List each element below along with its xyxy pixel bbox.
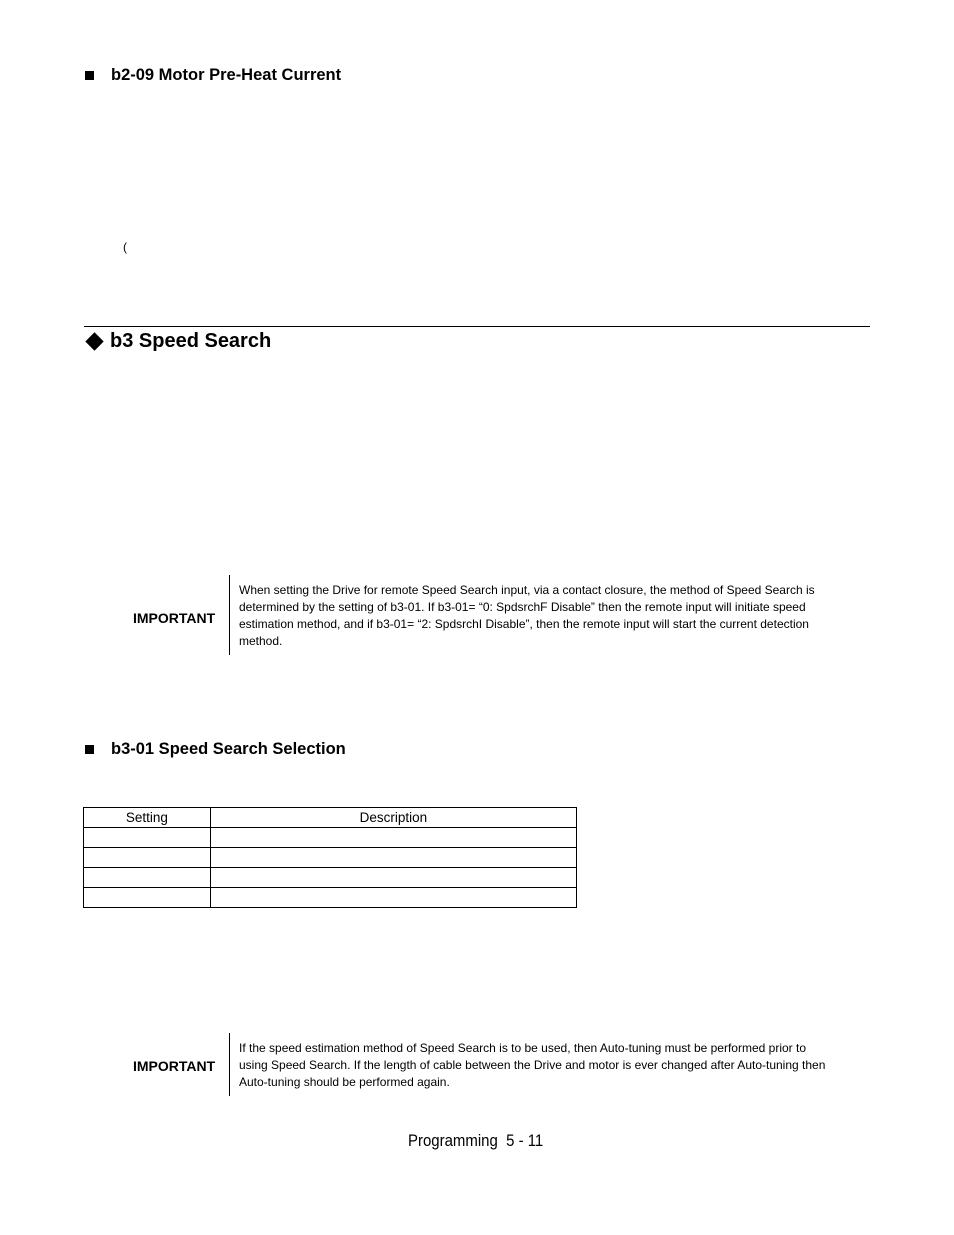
table-cell-description [210, 828, 576, 848]
table-cell-description [210, 868, 576, 888]
section-divider [84, 326, 870, 327]
table-cell-description [210, 848, 576, 868]
heading-b3-01-text: b3-01 Speed Search Selection [111, 740, 346, 758]
page-footer: Programming 5 - 11 [408, 1131, 544, 1150]
important-text-2: If the speed estimation method of Speed Search is to be used, then Auto-tuning must be performed prior to using Speed Search. If the length of cable between the Drive and motor is ever changed after Auto-tuning then Auto-tuning should be performed again. [239, 1041, 826, 1089]
table-header-row [84, 808, 577, 828]
heading-b2-09 [85, 66, 341, 85]
table-row [84, 828, 577, 848]
table-row [84, 888, 577, 908]
table-cell-description [210, 888, 576, 908]
table-row [84, 868, 577, 888]
heading-b3-01 [85, 740, 346, 759]
text-fragment: ( [123, 240, 127, 254]
important-label-2: IMPORTANT [133, 1058, 216, 1074]
speed-search-settings-table [83, 807, 577, 908]
table-header-description: Description [210, 808, 576, 828]
table-cell-setting [84, 868, 211, 888]
table-cell-setting [84, 888, 211, 908]
important-text-1: When setting the Drive for remote Speed Search input, via a contact closure, the method of Speed Search is determined by the setting of b3-01. If b3-01= “0: SpdsrchF Disable” then the remote input will initiate speed estimation method, and if b3-01= “2: SpdsrchI Disable”, then the remote input will start the current detection method. [239, 583, 815, 648]
table-cell-setting [84, 848, 211, 868]
important-bar-1 [229, 575, 230, 655]
square-bullet-icon [85, 71, 94, 80]
important-label-1: IMPORTANT [133, 610, 216, 626]
important-bar-2 [229, 1033, 230, 1096]
diamond-bullet-icon [85, 332, 103, 350]
table-row [84, 848, 577, 868]
heading-b3-text: b3 Speed Search [110, 330, 272, 352]
heading-b3-speed-search [85, 330, 271, 353]
table-header-setting: Setting [84, 808, 211, 828]
square-bullet-icon [85, 745, 94, 754]
table-cell-setting [84, 828, 211, 848]
heading-b2-09-text: b2-09 Motor Pre-Heat Current [111, 66, 342, 84]
